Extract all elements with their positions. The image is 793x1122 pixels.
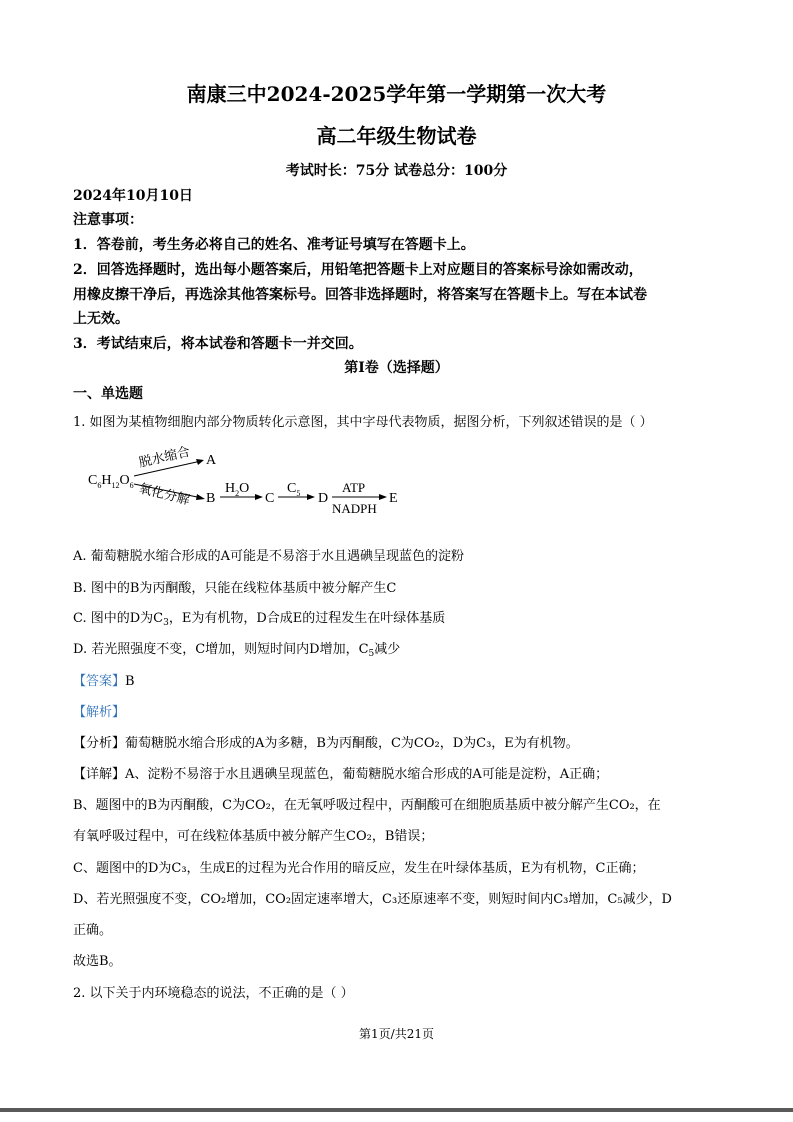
analysis-summary: 【分析】葡萄糖脱水缩合形成的A为多糖，B为丙酮酸，C为CO₂，D为C₃，E为有机物。 [73, 736, 579, 751]
detail-d: D、若光照强度不变，CO₂增加，CO₂固定速率增大，C₃还原速率不变，则短时间内C₃增加，C₅减少，D [73, 892, 672, 907]
conclusion: 故选B。 [73, 954, 122, 969]
option-a: A. 葡萄糖脱水缩合形成的A可能是不易溶于水且遇碘呈现蓝色的淀粉 [73, 549, 465, 564]
exam-title: 南康三中2024-2025学年第一学期第一次大考 [186, 82, 607, 106]
notice-item-2: 2．回答选择题时，选出每小题答案后，用铅笔把答题卡上对应题目的答案标号涂如需改动， [73, 262, 643, 278]
conversion-diagram [80, 440, 420, 520]
option-b: B. 图中的B为丙酮酸，只能在线粒体基质中被分解产生C [73, 581, 397, 596]
diagram-e: E [389, 491, 398, 506]
diagram-a: A [206, 453, 217, 468]
section-title: 第I卷（选择题） [344, 360, 449, 376]
page-bottom-border [0, 1108, 793, 1112]
label-nadph: NADPH [332, 501, 377, 516]
detail-c: C、题图中的D为C₃，生成E的过程为光合作用的暗反应，发生在叶绿体基质，E为有机物，C正确； [73, 861, 645, 876]
exam-info: 考试时长：75分 试卷总分：100分 [285, 163, 508, 179]
notice-item-1: 1．答卷前，考生务必将自己的姓名、准考证号填写在答题卡上。 [73, 237, 475, 253]
analysis-tag: 【解析】 [73, 705, 126, 720]
label-oxidation: 氧化分解 [137, 480, 192, 508]
detail-b-cont: 有氧呼吸过程中，可在线粒体基质中被分解产生CO₂，B错误； [73, 829, 434, 844]
option-c: C. 图中的D为$C_3$，E为有机物，D合成E的过程发生在叶绿体基质 [73, 611, 446, 628]
detail-d-cont: 正确。 [73, 923, 113, 938]
label-dehydration: 脱水缩合 [137, 443, 192, 470]
question-2-stem: 2. 以下关于内环境稳态的说法，不正确的是（ ） [73, 986, 354, 1001]
label-water: $H_2O$ [225, 481, 250, 498]
question-1-stem: 1. 如图为某植物细胞内部分物质转化示意图，其中字母代表物质，据图分析，下列叙述错误的是（ ） [73, 415, 653, 430]
option-d: D. 若光照强度不变，C增加，则短时间内D增加，$C_5$减少 [73, 642, 401, 659]
label-atp: ATP [342, 480, 366, 495]
detail-b: B、题图中的B为丙酮酸，C为CO₂，在无氧呼吸过程中，丙酮酸可在细胞质基质中被分解产生CO₂，在 [73, 798, 661, 813]
answer-value: B [125, 674, 135, 689]
notice-item-3: 3．考试结束后，将本试卷和答题卡一并交回。 [73, 336, 363, 352]
notice-item-2-cont: 用橡皮擦干净后，再选涂其他答案标号。回答非选择题时，将答案写在答题卡上。写在本试卷 [73, 287, 647, 303]
label-c5: $C_5$ [287, 481, 301, 498]
exam-date: 2024年10月10日 [73, 188, 193, 204]
answer-tag: 【答案】 [73, 674, 126, 689]
detail-a: 【详解】A、淀粉不易溶于水且遇碘呈现蓝色，葡萄糖脱水缩合形成的A可能是淀粉，A正确； [73, 767, 609, 782]
diagram-d: D [318, 491, 329, 506]
page-number: 第1页/共21页 [359, 1027, 434, 1041]
answer-line [73, 670, 135, 689]
diagram-b: B [206, 491, 216, 506]
notice-heading: 注意事项： [73, 212, 143, 228]
exam-subtitle: 高二年级生物试卷 [316, 124, 477, 148]
diagram-glucose: $C_6H_{12}O_6$ [88, 473, 134, 490]
diagram-c: C [265, 491, 275, 506]
notice-item-2-end: 上无效。 [73, 311, 129, 327]
part-heading: 一、单选题 [73, 386, 143, 402]
